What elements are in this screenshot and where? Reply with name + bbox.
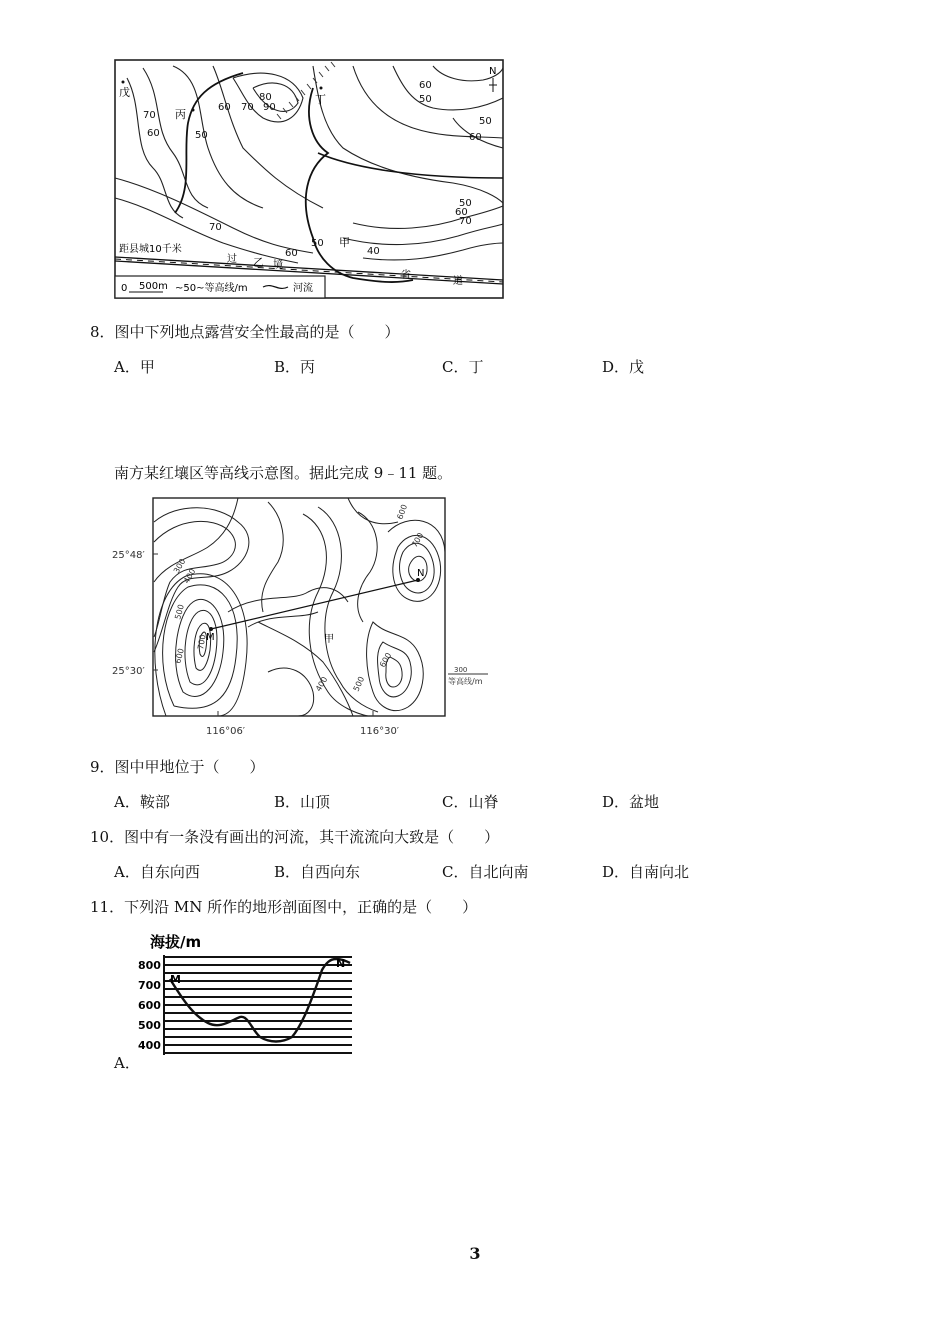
map2-label-n: N xyxy=(417,568,425,579)
q9-option-c[interactable]: C．山脊 xyxy=(442,793,499,811)
label-bing: 丙 xyxy=(175,108,186,121)
svg-text:60: 60 xyxy=(147,128,160,139)
contour-map-campsite xyxy=(113,58,505,300)
question-11-stem: 11．下列沿 MN 所作的地形剖面图中，正确的是（ ） xyxy=(90,898,478,916)
north-label: N xyxy=(489,66,497,77)
map2-frame xyxy=(153,498,445,716)
q8-option-a[interactable]: A．甲 xyxy=(114,358,155,376)
map2-label-m: M xyxy=(206,632,215,643)
svg-text:700: 700 xyxy=(196,633,208,651)
svg-text:过: 过 xyxy=(227,254,237,265)
svg-text:40: 40 xyxy=(367,246,380,257)
svg-text:700: 700 xyxy=(138,979,161,992)
svg-text:60: 60 xyxy=(455,207,468,218)
svg-text:50: 50 xyxy=(311,238,324,249)
ding-point-marker xyxy=(320,87,323,90)
svg-text:70: 70 xyxy=(209,222,222,233)
contour-map-red-soil xyxy=(108,492,500,744)
q10-option-a[interactable]: A．自东向西 xyxy=(114,863,200,881)
svg-text:50: 50 xyxy=(459,198,472,209)
svg-text:500: 500 xyxy=(173,603,186,621)
svg-text:60: 60 xyxy=(469,132,482,143)
q10-option-d[interactable]: D．自南向北 xyxy=(602,863,690,881)
question-8-stem: 8．图中下列地点露营安全性最高的是（ ） xyxy=(90,323,400,341)
q9-option-d[interactable]: D．盆地 xyxy=(602,793,660,811)
svg-text:道: 道 xyxy=(453,276,463,287)
svg-text:400: 400 xyxy=(181,567,198,585)
svg-text:400: 400 xyxy=(138,1039,161,1052)
svg-text:25°48′: 25°48′ xyxy=(112,550,145,561)
svg-text:700: 700 xyxy=(409,531,426,549)
wu-point-marker xyxy=(122,81,125,84)
svg-text:0: 0 xyxy=(121,283,128,294)
q8-option-d[interactable]: D．戊 xyxy=(602,358,645,376)
svg-text:60: 60 xyxy=(419,80,432,91)
q8-option-b[interactable]: B．丙 xyxy=(274,358,316,376)
profile-ticks xyxy=(138,959,161,1052)
svg-text:等高线/m: 等高线/m xyxy=(448,677,483,686)
svg-text:70: 70 xyxy=(241,102,254,113)
svg-text:70: 70 xyxy=(143,110,156,121)
svg-text:25°30′: 25°30′ xyxy=(112,666,145,677)
svg-text:500: 500 xyxy=(351,675,367,693)
question-9-stem: 9．图中甲地位于（ ） xyxy=(90,758,265,776)
q9-option-a[interactable]: A．鞍部 xyxy=(114,793,170,811)
svg-text:90: 90 xyxy=(263,102,276,113)
svg-text:600: 600 xyxy=(395,503,410,521)
distance-label: 距县城10千米 xyxy=(119,244,182,255)
label-jia: 甲 xyxy=(339,236,350,249)
bing-point-marker xyxy=(192,109,195,112)
map2-label-jia: 甲 xyxy=(324,634,334,645)
profile-title: 海拔/m xyxy=(150,933,202,951)
label-yi: 乙 xyxy=(253,256,264,269)
svg-text:60: 60 xyxy=(218,102,231,113)
svg-text:500m: 500m xyxy=(139,281,168,292)
svg-text:河流: 河流 xyxy=(293,283,313,294)
question-10-stem: 10．图中有一条没有画出的河流，其干流流向大致是（ ） xyxy=(90,828,500,846)
page-number: 3 xyxy=(469,1244,481,1263)
svg-text:800: 800 xyxy=(138,959,161,972)
svg-text:~50~等高线/m: ~50~等高线/m xyxy=(175,283,248,294)
profile-gridlines xyxy=(164,957,352,1053)
svg-text:60: 60 xyxy=(285,248,298,259)
point-m-marker xyxy=(209,627,213,631)
svg-text:600: 600 xyxy=(377,651,394,669)
q10-option-c[interactable]: C．自北向南 xyxy=(442,863,529,881)
label-wu: 戊 xyxy=(119,86,130,99)
q8-option-c[interactable]: C．丁 xyxy=(442,358,484,376)
profile-label-m: M xyxy=(170,973,181,986)
svg-text:50: 50 xyxy=(419,94,432,105)
map2-legend xyxy=(448,666,488,686)
svg-text:300: 300 xyxy=(454,666,468,674)
svg-text:80: 80 xyxy=(259,92,272,103)
q10-option-b[interactable]: B．自西向东 xyxy=(274,863,361,881)
svg-text:500: 500 xyxy=(138,1019,161,1032)
svg-text:116°06′: 116°06′ xyxy=(206,726,246,737)
label-ding: 丁 xyxy=(315,93,326,106)
profile-label-n: N xyxy=(336,957,346,970)
q9-option-b[interactable]: B．山顶 xyxy=(274,793,331,811)
svg-text:50: 50 xyxy=(195,130,208,141)
svg-text:境: 境 xyxy=(273,260,283,271)
svg-text:300: 300 xyxy=(171,557,188,575)
profile-chart-option-a[interactable] xyxy=(130,925,362,1060)
q11-option-a-label[interactable]: A． xyxy=(114,1054,140,1072)
svg-text:70: 70 xyxy=(459,216,472,227)
svg-text:省: 省 xyxy=(401,270,411,281)
intro-9-11: 南方某红壤区等高线示意图。据此完成 9﹣11 题。 xyxy=(114,464,453,482)
svg-text:600: 600 xyxy=(173,647,186,665)
svg-text:116°30′: 116°30′ xyxy=(360,726,400,737)
svg-text:600: 600 xyxy=(138,999,161,1012)
svg-text:50: 50 xyxy=(479,116,492,127)
svg-text:400: 400 xyxy=(313,675,330,693)
